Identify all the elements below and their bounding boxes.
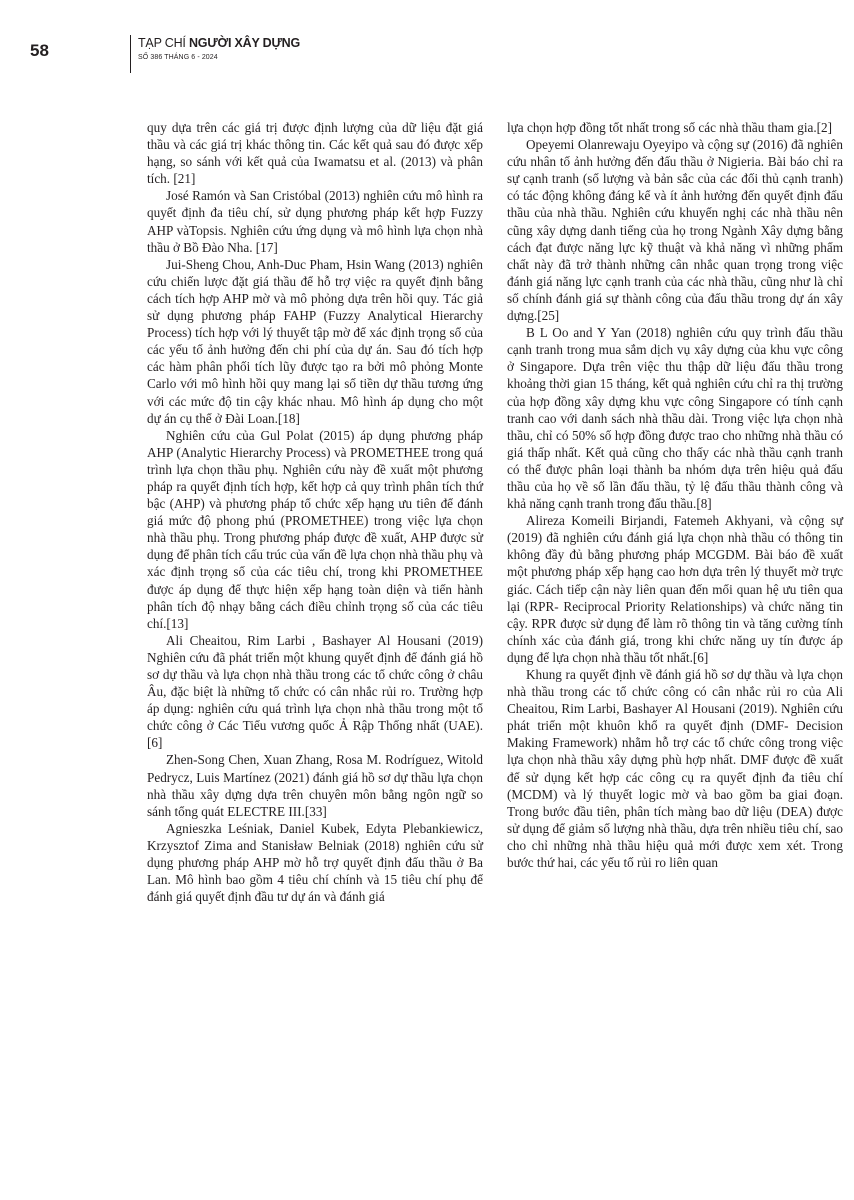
paragraph: Ali Cheaitou, Rim Larbi , Bashayer Al Housani (2019) Nghiên cứu đã phát triển một khung quyết định để đánh giá hồ sơ dự thầu và lựa chọn nhà thầu trong các tổ chức công ở châu Âu, đặc biệt là những tổ chức có cân nhắc rủi ro. Trường hợp áp dụng: nghiên cứu quá trình lựa chọn nhà thầu trong một tổ chức công ở Các Tiểu vương quốc Ả Rập Thống nhất (UAE).[6] bbox=[147, 632, 483, 751]
journal-title bbox=[138, 36, 300, 50]
paragraph: Agnieszka Leśniak, Daniel Kubek, Edyta Plebankiewicz, Krzysztof Zima and Stanisław Belniak (2018) nghiên cứu sử dụng phương pháp AHP mờ hỗ trợ quyết định đấu thầu ở Ba Lan. Mô hình bao gồm 4 tiêu chí chính và 15 tiêu chí phụ để đánh giá quyết định đầu tư dự án và đánh giá bbox=[147, 820, 483, 905]
paragraph: Alireza Komeili Birjandi, Fatemeh Akhyani, và cộng sự (2019) đã nghiên cứu đánh giá lựa chọn nhà thầu có thông tin không đầy đủ bằng phương pháp MCGDM. Bài báo đề xuất một phương pháp xếp hạng cao hơn dựa trên lý thuyết mờ trực giác. Cách tiếp cận này liên quan đến mối quan hệ ưu tiên qua lại (RPR- Reciprocal Priority Relationships) và chức năng tin cậy. RPR được sử dụng để làm rõ thông tin và tăng cường tính chính xác của đánh giá, trong khi chức năng uy tín được áp dụng để lựa chọn nhà thầu tốt nhất.[6] bbox=[507, 513, 843, 665]
paragraph: Nghiên cứu của Gul Polat (2015) áp dụng phương pháp AHP (Analytic Hierarchy Process) và PROMETHEE trong quá trình lựa chọn thầu phụ. Nghiên cứu này đề xuất một phương pháp ra quyết định tích hợp, kết hợp cả quy trình phân tích thứ bậc (AHP) và phương pháp tổ chức xếp hạng ưu tiên để đánh giá mức độ phong phú (PROMETHEE) trong việc lựa chọn nhà thầu phụ. Trong phương pháp được đề xuất, AHP được sử dụng để phân tích cấu trúc của vấn đề lựa chọn nhà thầu phụ và xác định trọng số của các tiêu chí, trong khi PROMETHEE được áp dụng để thực hiện xếp hạng toàn diện và tiến hành phân tích độ nhạy bằng cách điều chỉnh trọng số của các tiêu chí.[13] bbox=[147, 427, 483, 631]
issue-info: SỐ 386 THÁNG 6 - 2024 bbox=[138, 54, 218, 61]
page-number: 58 bbox=[30, 41, 49, 60]
journal-title-name: NGƯỜI XÂY DỰNG bbox=[188, 36, 300, 50]
paragraph: quy dựa trên các giá trị được định lượng của dữ liệu đặt giá thầu và các giá trị khác thông tin. Các kết quả sau đó được xếp hạng, so sánh với kết quả của Iwamatsu et al. (2013) và phân tích. [21] bbox=[147, 120, 483, 187]
journal-title-prefix: TẠP CHÍ bbox=[138, 36, 189, 50]
header-divider bbox=[130, 35, 131, 73]
right-column bbox=[507, 119, 843, 871]
left-column bbox=[147, 119, 483, 905]
paragraph: Opeyemi Olanrewaju Oyeyipo và cộng sự (2016) đã nghiên cứu nhân tố ảnh hưởng đến đấu thầu ở Nigieria. Bài báo chỉ ra sự cạnh tranh (số lượng và bản sắc của các đối thủ cạnh tranh) có tác động không đáng kể và ít ảnh hưởng đến quyết định đấu thầu của nhà thầu. Nghiên cứu khuyến nghị các nhà thầu nên cũng xây dựng danh tiếng của họ trong Ngành Xây dựng bằng cách đạt được năng lực kỹ thuật và khả năng vì những phẩm chất này đã trở thành những cân nhắc quan trọng trong việc đánh giá năng lực cạnh tranh của các nhà thầu, cũng như là chỉ số chính đánh giá sự thành công của đấu thầu trong dự án xây dựng.[25] bbox=[507, 137, 843, 324]
paragraph: José Ramón và San Cristóbal (2013) nghiên cứu mô hình ra quyết định đa tiêu chí, sử dụng phương pháp kết hợp Fuzzy AHP vàTopsis. Nghiên cứu ứng dụng và mô hình lựa chọn nhà thầu ở Bồ Đào Nha. [17] bbox=[147, 188, 483, 255]
paragraph: Khung ra quyết định về đánh giá hồ sơ dự thầu và lựa chọn nhà thầu trong các tổ chức công có cân nhắc rủi ro của Ali Cheaitou, Rim Larbi, Bashayer Al Housani (2019). Nghiên cứu phát triển một khuôn khổ ra quyết định (DMF- Decision Making Framework) nhằm hỗ trợ các tổ chức công trong việc lựa chọn nhà thầu xây dựng phù hợp nhất. DMF được đề xuất để sử dụng kết hợp các công cụ ra quyết định đa tiêu chí (MCDM) và lý thuyết logic mờ và bao gồm ba giai đoạn. Trong bước đầu tiên, phân tích màng bao dữ liệu (DEA) được sử dụng để giảm số lượng nhà thầu, dựa trên nhiều tiêu chí, sao cho chỉ những nhà thầu hiệu quả mới được xem xét. Trong bước thứ hai, các yếu tố rủi ro liên quan bbox=[507, 667, 843, 871]
paragraph: Zhen-Song Chen, Xuan Zhang, Rosa M. Rodríguez, Witold Pedrycz, Luis Martínez (2021) đánh giá hồ sơ dự thầu lựa chọn nhà thầu xây dựng dựa trên chuyên môn bằng ngôn ngữ so sánh tổng quát ELECTRE III.[33] bbox=[147, 752, 483, 819]
paragraph: lựa chọn hợp đồng tốt nhất trong số các nhà thầu tham gia.[2] bbox=[507, 120, 833, 135]
paragraph: B L Oo and Y Yan (2018) nghiên cứu quy trình đấu thầu cạnh tranh trong mua sắm dịch vụ xây dựng của khu vực công ở Singapore. Dựa trên việc thu thập dữ liệu đấu thầu trong khoảng thời gian 15 tháng, kết quả nghiên cứu chỉ ra thị trường của hợp đồng xây dựng khu vực công Singapore có tính cạnh tranh cao với danh sách nhà thầu dài. Trong việc lựa chọn nhà thầu, chỉ có 50% số hợp đồng được trao cho những nhà thầu có giá thấp nhất. Kết quả cũng cho thấy các nhà thầu cạnh tranh có thể được phân loại thành ba nhóm dựa trên hiệu quả đấu thầu của họ về số lần đấu thầu, tỷ lệ đấu thầu thành công và khả năng cạnh tranh trong đấu thầu.[8] bbox=[507, 325, 843, 512]
paragraph: Jui-Sheng Chou, Anh-Duc Pham, Hsin Wang (2013) nghiên cứu chiến lược đặt giá thầu để hỗ trợ việc ra quyết định bằng cách tích hợp AHP mờ và mô phỏng dựa trên hồi quy. Tác giả sử dụng phương pháp FAHP (Fuzzy Analytical Hierarchy Process) tích hợp với lý thuyết tập mờ để xác định trọng số của các yếu tố ảnh hưởng đến chi phí của dự án. Sau đó tích hợp các hàm phân phối tích lũy được tạo ra bởi mô phỏng Monte Carlo với mô hình hồi quy mang lại số tiền dự thầu tương ứng với các mức độ tin cậy khác nhau. Mô hình áp dụng cho một dự án cụ thể ở Đài Loan.[18] bbox=[147, 256, 483, 426]
